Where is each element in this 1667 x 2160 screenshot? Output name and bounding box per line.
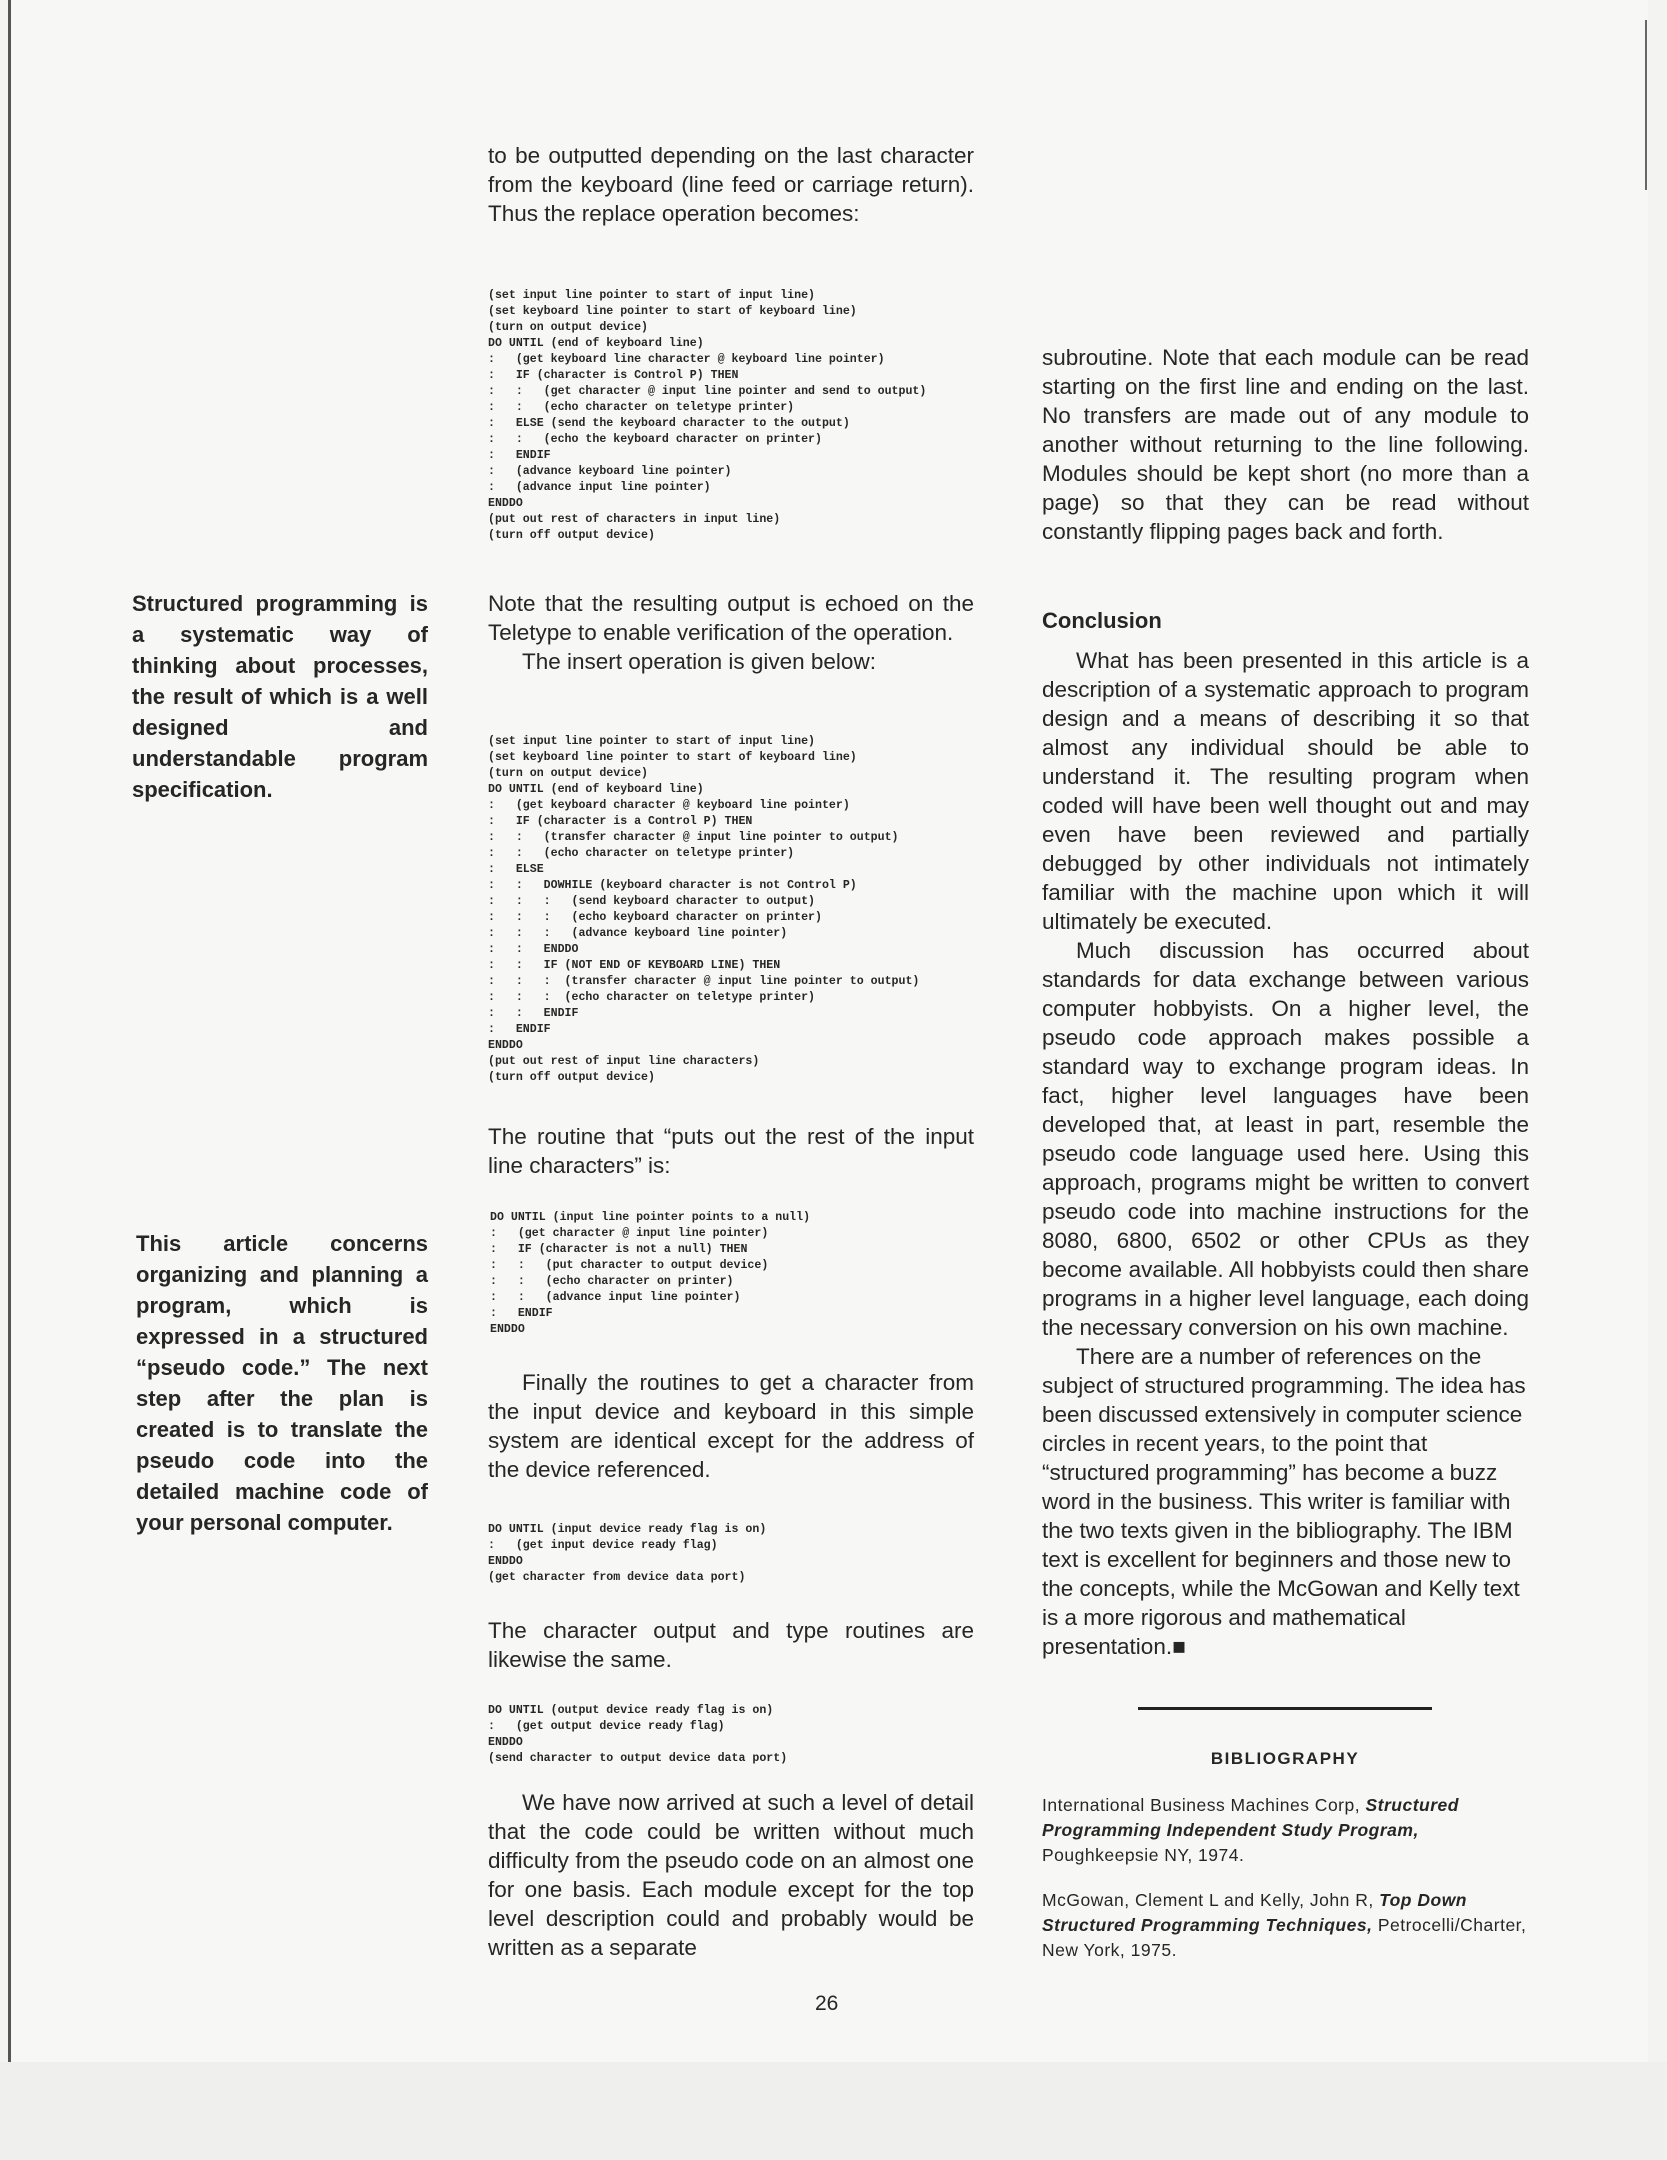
level-section	[488, 1788, 974, 1962]
code-insert: (set input line pointer to start of input line) (set keyboard line pointer to start of keyboard line) (turn on output device) DO UNTIL (end of keyboard line) : (get keyboard character @ keyboard line pointer) : IF (character is a Control P) THEN : : (transfer character @ input line pointer to output) : : (echo character on teletype printer) : ELSE : : DOWHILE (keyboard character is not Control P) : : : (send keyboard character to output) : : : (echo keyboard character on printer) : : : (advance keyboard line pointer) : : ENDDO : : IF (NOT END OF KEYBOARD LINE) THEN : : : (transfer character @ input line pointer to output) : : : (echo character on teletype printer) : : ENDIF : ENDIF ENDDO (put out rest of input line characters) (turn off output device)	[488, 735, 920, 1084]
para-conclusion-1: What has been presented in this article is a description of a systematic approach to program design and a means of describing it so that almost any individual should be able to understand it. The resulting program when coded will have been well thought out and may even have been reviewed and partially debugged by other individuals not intimately familiar with the machine upon which it will ultimately be executed.	[1042, 648, 1529, 934]
para-conclusion-3-text: There are a number of references on the subject of structured programming. The idea has been discussed extensively in computer science circles in recent years, to the point that “structured programming” has become a buzz word in the business. This writer is familiar with the two texts given in the bibliography. The IBM text is excellent for beginners and those new to the concepts, while the McGowan and Kelly text is a more rigorous and mathematical presentation.	[1042, 1344, 1526, 1659]
code-input: DO UNTIL (input device ready flag is on) : (get input device ready flag) ENDDO (get character from device data port)	[488, 1523, 767, 1584]
bib-2-author: McGowan, Clement L and Kelly, John R,	[1042, 1890, 1374, 1910]
para-insert: The insert operation is given below:	[522, 649, 876, 674]
bib-1-publisher: Poughkeepsie NY, 1974.	[1042, 1845, 1245, 1865]
code-block-insert	[488, 734, 1008, 1086]
middle-column	[488, 141, 974, 228]
pull-quote-2	[136, 1228, 428, 1538]
para-echo: Note that the resulting output is echoed on the Teletype to enable verification of the operation.	[488, 591, 974, 645]
code-rest: DO UNTIL (input line pointer points to a null) : (get character @ input line pointer) : IF (character is not a null) THEN : : (put character to output device) : : (echo character on printer) : : (advance input line pointer) : ENDIF ENDDO	[490, 1211, 811, 1336]
right-column-top	[1042, 343, 1529, 546]
para-subroutine: subroutine. Note that each module can be read starting on the first line and ending on the last. No transfers are made out of any module to another without returning to the line following. Modules should be kept short (no more than a page) so that they can be read without constantly flipping pages back and forth.	[1042, 345, 1529, 544]
para-output: The character output and type routines are likewise the same.	[488, 1618, 974, 1672]
bib-2-publisher: Petrocelli/Charter, New York, 1975.	[1042, 1915, 1527, 1960]
para-finally: Finally the routines to get a character from the input device and keyboard in this simple system are identical except for the address of the device referenced.	[488, 1370, 974, 1482]
para-level: We have now arrived at such a level of detail that the code could be written without much difficulty from the pseudo code on an almost one for one basis. Each module except for the top level description could and probably would be written as a separate	[488, 1790, 974, 1960]
code-block-rest	[490, 1210, 990, 1338]
bib-1-author: International Business Machines Corp,	[1042, 1795, 1361, 1815]
bibliography-title: BIBLIOGRAPHY	[1210, 1749, 1360, 1768]
bib-entry-mcgowan	[1042, 1888, 1529, 1963]
bib-2-title: Top Down Structured Programming Techniques,	[1042, 1890, 1467, 1935]
bib-1-title: Structured Programming Independent Study Program,	[1042, 1795, 1459, 1840]
page-edge-shadow-right	[1645, 20, 1647, 190]
end-mark: ■	[1172, 1634, 1186, 1659]
para-intro: to be outputted depending on the last character from the keyboard (line feed or carriage return). Thus the replace operation becomes:	[488, 143, 974, 226]
pull-quote-1-text: Structured programming is a systematic way of thinking about processes, the result of which is a well designed and understandable program specification.	[132, 591, 428, 802]
bib-entry-ibm	[1042, 1793, 1529, 1868]
section-divider	[1138, 1707, 1432, 1710]
code-block-replace	[488, 288, 1008, 544]
code-replace: (set input line pointer to start of input line) (set keyboard line pointer to start of keyboard line) (turn on output device) DO UNTIL (end of keyboard line) : (get keyboard line character @ keyboard line pointer) : IF (character is Control P) THEN : : (get character @ input line pointer and send to output) : : (echo character on teletype printer) : ELSE (send the keyboard character to the output) : : (echo the keyboard character on printer) : ENDIF : (advance keyboard line pointer) : (advance input line pointer) ENDDO (put out rest of characters in input line) (turn off output device)	[488, 289, 927, 542]
code-block-output	[488, 1703, 988, 1767]
code-block-input	[488, 1522, 988, 1586]
para-routine: The routine that “puts out the rest of the input line characters” is:	[488, 1124, 974, 1178]
page-edge-shadow-left	[8, 0, 11, 2062]
output-section	[488, 1616, 974, 1674]
para-conclusion-2: Much discussion has occurred about standards for data exchange between various computer hobbyists. On a higher level, the pseudo code approach makes possible a standard way to exchange program ideas. In fact, higher level languages have been developed that, at least in part, resemble the pseudo code language used here. Using this approach, programs might be written to convert pseudo code into machine instructions for the 8080, 6800, 6502 or other CPUs as they become available. All hobbyists could then share programs in a higher level language, each doing the necessary conversion on his own machine.	[1042, 938, 1529, 1340]
finally-section	[488, 1368, 974, 1484]
pull-quote-1	[132, 588, 428, 805]
para-conclusion-3	[1042, 1342, 1529, 1661]
code-output: DO UNTIL (output device ready flag is on) : (get output device ready flag) ENDDO (send character to output device data port)	[488, 1704, 788, 1765]
conclusion-heading: Conclusion	[1042, 608, 1162, 633]
pull-quote-2-text: This article concerns organizing and planning a program, which is expressed in a structured “pseudo code.” The next step after the plan is created is to translate the pseudo code into the detailed machine code of your personal computer.	[136, 1231, 428, 1535]
routine-section	[488, 1122, 974, 1180]
conclusion-body	[1042, 646, 1529, 1661]
echo-section	[488, 589, 974, 676]
scan-margin	[0, 2062, 1667, 2160]
page-number: 26	[815, 1992, 839, 2015]
